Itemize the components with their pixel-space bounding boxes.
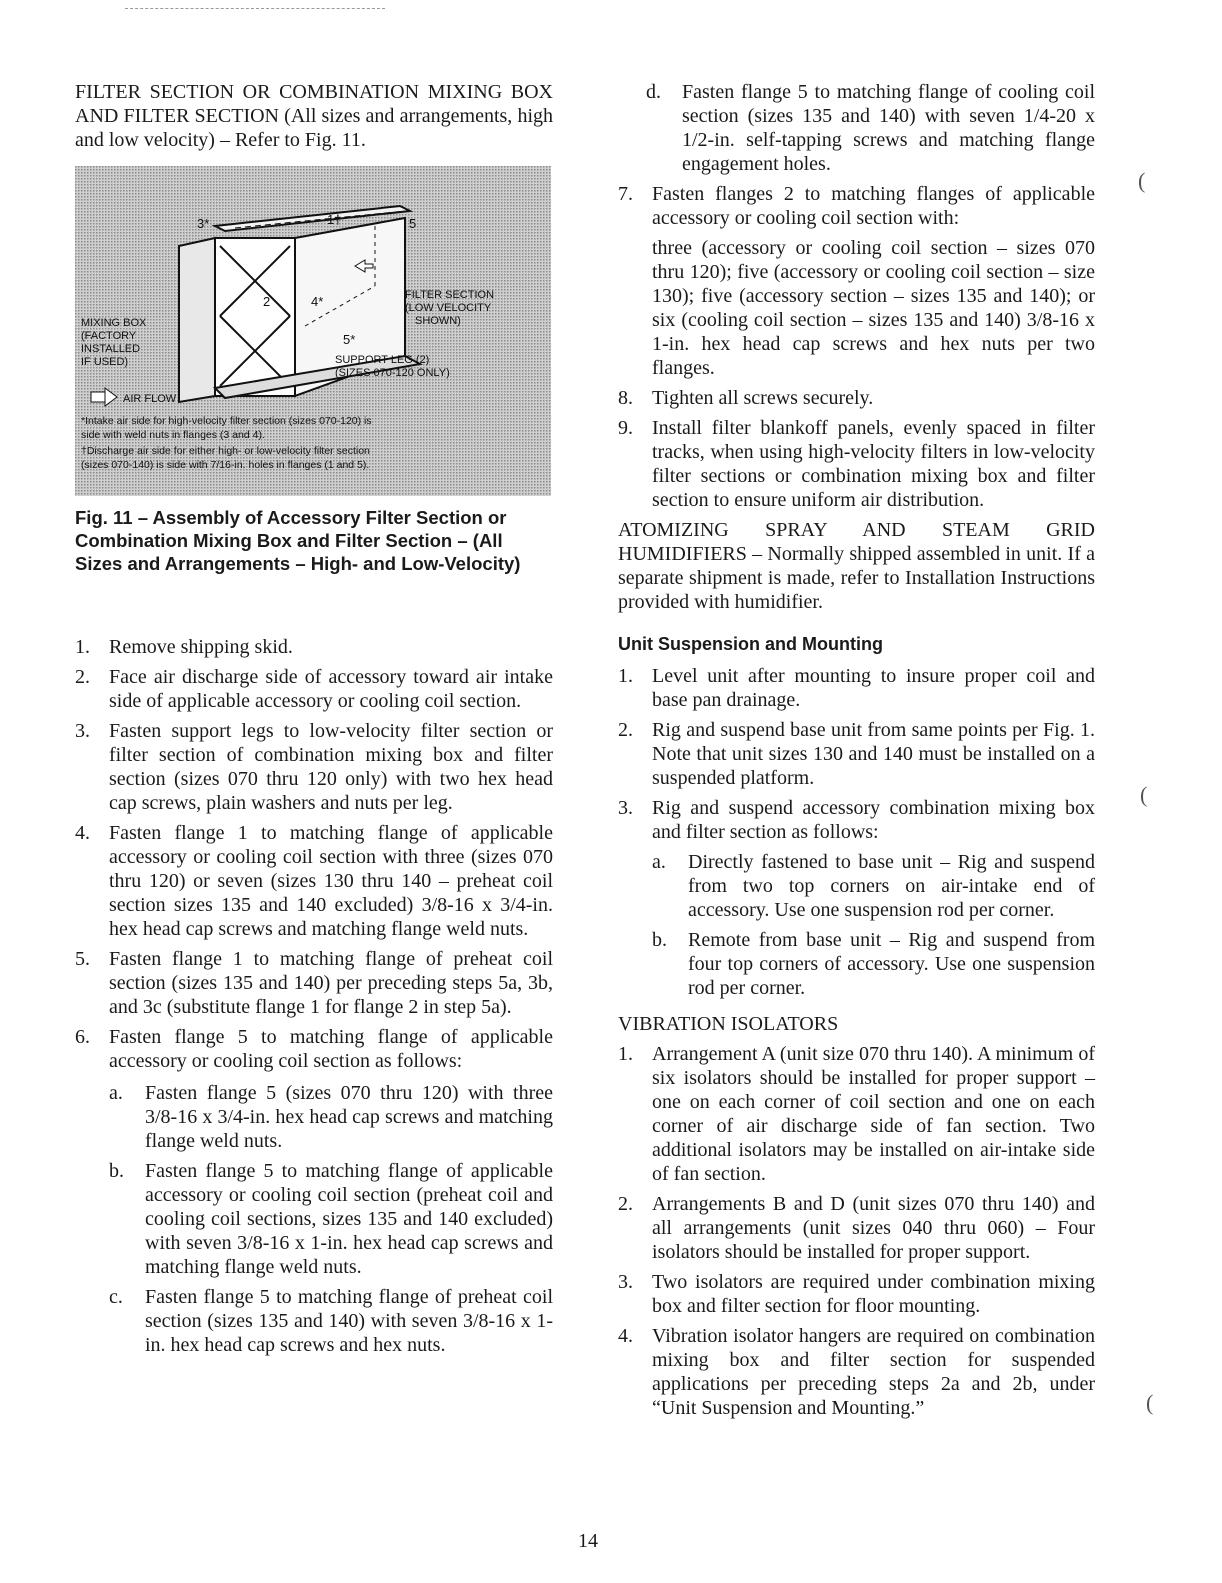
list-item: d. Fasten flange 5 to matching flange of cooling coil section (sizes 135 and 140) with seven 1/4-20 x 1/2-in. self-tapping screws and matching flange engagement holes.	[646, 81, 1095, 175]
label-1: 1†	[327, 212, 342, 227]
filter-label-3: SHOWN)	[415, 315, 461, 327]
list-item: a. Fasten flange 5 (sizes 070 thru 120) with three 3/8-16 x 3/4-in. hex head cap screws and matching flange weld nuts.	[109, 1082, 553, 1152]
list-item: 3. Two isolators are required under combination mixing box and filter section for floor mounting.	[618, 1271, 1095, 1317]
humidifiers-paragraph	[618, 518, 1095, 614]
binder-hole-mark: (	[1138, 168, 1146, 193]
page-number: 14	[578, 1530, 598, 1552]
label-3: 3*	[197, 216, 210, 231]
humidifiers-title: ATOMIZING SPRAY AND STEAM GRID HUMIDIFIERS	[618, 519, 1095, 565]
box-front	[215, 238, 295, 396]
label-4: 4*	[311, 294, 324, 309]
list-item: b. Remote from base unit – Rig and suspend from four top corners of accessory. Use one suspension rod per corner.	[652, 929, 1095, 999]
list-item: 7. Fasten flanges 2 to matching flanges of applicable accessory or cooling coil section with: three (accessory or cooling coil section – sizes 070 thru 120); five (accessory or cooling coil section – size 130); five (accessory section – sizes 135 and 140); or six (cooling coil section – sizes 135 and 140) 3/8-16 x 1-in. hex head cap screws and hex nuts per two flanges.	[618, 183, 1095, 379]
list-item: 2. Arrangements B and D (unit sizes 070 thru 140) and all arrangements (unit sizes 040 thru 060) – Four isolators should be installed for proper support.	[618, 1193, 1095, 1263]
humidifiers-text: – Normally shipped assembled in unit. If a separate shipment is made, refer to Installation Instructions provided with humidifier.	[618, 543, 1096, 613]
step7-continuation: three (accessory or cooling coil section – sizes 070 thru 120); five (accessory or cooling coil section – size 130); five (accessory section – sizes 135 and 140); or six (cooling coil section – sizes 135 and 140) 3/8-16 x 1-in. hex head cap screws and hex nuts per two flanges.	[652, 237, 1095, 379]
right-steps-list	[618, 182, 1095, 512]
list-item: 2. Face air discharge side of accessory toward air intake side of applicable accessory or cooling coil section.	[75, 666, 553, 712]
filter-section-heading: FILTER SECTION OR COMBINATION MIXING BOX AND FILTER SECTION (All sizes and arrangements, high and low velocity) – Refer to Fig. 11.	[75, 81, 553, 151]
mixing-box-panel	[179, 238, 215, 402]
list-item: 1. Level unit after mounting to insure proper coil and base pan drainage.	[618, 665, 1095, 711]
left-column	[75, 80, 553, 1363]
figure-note-4: (sizes 070-140) is side with 7/16-in. holes in flanges (1 and 5).	[81, 459, 370, 471]
figure-note-1: *Intake air side for high-velocity filter section (sizes 070-120) is	[81, 415, 372, 427]
binder-hole-mark: (	[1146, 1390, 1154, 1415]
figure-note-2: side with weld nuts in flanges (3 and 4).	[81, 429, 265, 441]
binder-hole-mark: (	[1140, 782, 1148, 807]
list-item: 1. Arrangement A (unit size 070 thru 140). A minimum of six isolators should be installed for proper support – one on each corner of coil section and one on each corner of air discharge side of fan section. Two additional isolators may be installed on air-intake side of fan section.	[618, 1043, 1095, 1185]
suspension-steps	[618, 664, 1095, 1000]
airflow-label: AIR FLOW	[123, 393, 177, 405]
label-2: 2	[263, 294, 271, 309]
list-item: 2. Rig and suspend base unit from same points per Fig. 1. Note that unit sizes 130 and 140 must be installed on a suspended platform.	[618, 719, 1095, 789]
suspension-sublist	[652, 850, 1095, 1000]
mixing-label-3: INSTALLED	[81, 343, 141, 355]
filter-label-2: (LOW VELOCITY	[405, 302, 492, 314]
figure-note-3: †Discharge air side for either high- or low-velocity filter section	[81, 445, 370, 457]
assembly-diagram	[75, 166, 551, 496]
figure-11	[75, 166, 551, 496]
vibration-heading: VIBRATION ISOLATORS	[618, 1013, 839, 1035]
mixing-label-1: MIXING BOX	[81, 317, 147, 329]
list-item: 4. Vibration isolator hangers are required on combination mixing box and filter section for suspended applications per preceding steps 2a and 2b, under “Unit Suspension and Mounting.”	[618, 1325, 1095, 1419]
support-label-1: SUPPORT LEG (2)	[335, 354, 430, 366]
right-column	[618, 80, 1095, 1426]
list-item: c. Fasten flange 5 to matching flange of preheat coil section (sizes 135 and 140) with seven 3/8-16 x 1-in. hex head cap screws and hex nuts.	[109, 1286, 553, 1356]
list-item: b. Fasten flange 5 to matching flange of applicable accessory or cooling coil section (preheat coil and cooling coil sections, sizes 135 and 140 excluded) with seven 3/8-16 x 1-in. hex head cap screws and matching flange weld nuts.	[109, 1160, 553, 1278]
list-item: 5. Fasten flange 1 to matching flange of preheat coil section (sizes 135 and 140) per preceding steps 5a, 3b, and 3c (substitute flange 1 for flange 2 in step 5a).	[75, 948, 553, 1018]
list-item: 6. Fasten flange 5 to matching flange of applicable accessory or cooling coil section as follows: a. Fasten flange 5 (sizes 070 thru 120) with three 3/8-16 x 3/4-in. hex head cap screws and matching flange weld nuts. b. Fasten flange 5 to matching flange of applicable accessory or cooling coil section (preheat coil and cooling coil sections, sizes 135 and 140 excluded) with seven 3/8-16 x 1-in. hex head cap screws and matching flange weld nuts. c. Fasten flange 5 to matching flange of preheat coil section (sizes 135 and 140) with seven 3/8-16 x 1-in. hex head cap screws and hex nuts.	[75, 1026, 553, 1356]
support-label-2: (SIZES 070-120 ONLY)	[335, 367, 450, 379]
left-steps-list	[75, 635, 553, 1357]
step6-sublist	[109, 1081, 553, 1357]
list-item: 3. Rig and suspend accessory combination mixing box and filter section as follows: a. Directly fastened to base unit – Rig and suspend from two top corners on air-intake end of accessory. Use one suspension rod per corner. b. Remote from base unit – Rig and suspend from four top corners of accessory. Use one suspension rod per corner.	[618, 797, 1095, 999]
list-item: 4. Fasten flange 1 to matching flange of applicable accessory or cooling coil section with three (sizes 070 thru 120) or seven (sizes 130 thru 140 – preheat coil section sizes 135 and 140 excluded) 3/8-16 x 3/4-in. hex head cap screws and matching flange weld nuts.	[75, 822, 553, 940]
list-item: 1. Remove shipping skid.	[75, 636, 293, 658]
scan-marks	[125, 8, 385, 12]
airflow-arrow-icon	[91, 392, 105, 402]
vibration-steps	[618, 1042, 1095, 1420]
figure-caption: Fig. 11 – Assembly of Accessory Filter Section or Combination Mixing Box and Filter Section – (All Sizes and Arrangements – High- and Low-Velocity)	[75, 507, 521, 574]
suspension-heading: Unit Suspension and Mounting	[618, 634, 883, 654]
label-5: 5*	[343, 332, 356, 347]
list-item: 9. Install filter blankoff panels, evenly spaced in filter tracks, when using high-velocity filters in low-velocity filter sections or combination mixing box and filter section to ensure uniform air distribution.	[618, 417, 1095, 511]
step6-sublist-continued	[646, 80, 1095, 176]
list-item: 3. Fasten support legs to low-velocity filter section or filter section of combination mixing box and filter section (sizes 070 thru 120 only) with two hex head cap screws, plain washers and nuts per leg.	[75, 720, 553, 814]
list-item: a. Directly fastened to base unit – Rig and suspend from two top corners on air-intake end of accessory. Use one suspension rod per corner.	[652, 851, 1095, 921]
mixing-label-2: (FACTORY	[81, 330, 137, 342]
label-5-top: 5	[409, 216, 417, 231]
list-item: 8. Tighten all screws securely.	[618, 387, 874, 409]
filter-label-1: FILTER SECTION	[405, 289, 495, 301]
mixing-label-4: IF USED)	[81, 356, 129, 368]
